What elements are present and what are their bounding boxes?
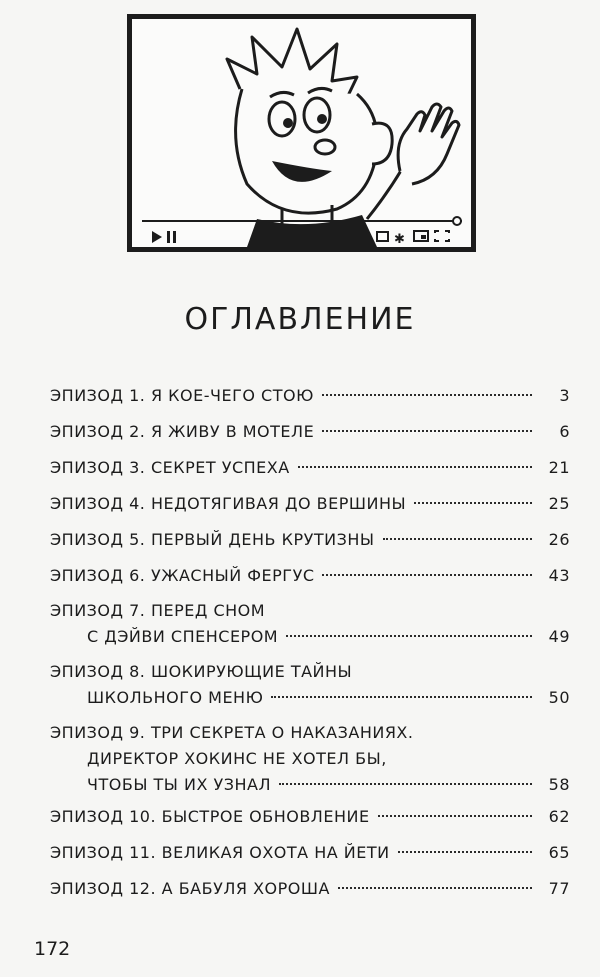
toc-entry-title	[50, 840, 390, 866]
toc-page-number: 58	[548, 775, 570, 794]
dot-leader	[322, 574, 532, 576]
toc-entry-text: ПЕРЕД СНОМ	[150, 601, 266, 620]
toc-entry-label: ЭПИЗОД 5.	[50, 530, 146, 549]
toc-page-number: 62	[548, 807, 570, 826]
fullscreen-icon	[435, 231, 449, 241]
dot-leader	[398, 851, 532, 853]
toc-entry	[50, 527, 570, 553]
toc-entry	[50, 563, 570, 589]
dot-leader	[271, 696, 532, 698]
dot-leader	[414, 502, 532, 504]
video-frame-illustration	[127, 14, 476, 252]
toc-entry-title	[50, 383, 314, 409]
toc-entry-label: ЭПИЗОД 9.	[50, 723, 146, 742]
page-title: ОГЛАВЛЕНИЕ	[184, 302, 416, 337]
toc-entry-text: А БАБУЛЯ ХОРОША	[161, 879, 330, 898]
dot-leader	[378, 815, 532, 817]
toc-entry	[50, 720, 570, 798]
toc-entry-title	[50, 876, 330, 902]
toc-entry-title	[50, 563, 314, 589]
toc-entry-label: ЭПИЗОД 2.	[50, 422, 146, 441]
toc-entry-text: УЖАСНЫЙ ФЕРГУС	[150, 566, 315, 585]
toc-entry-title-continued: ШКОЛЬНОГО МЕНЮ	[87, 688, 264, 707]
toc-page-number: 43	[548, 566, 570, 585]
toc-page-number: 21	[548, 458, 570, 477]
toc-entry	[50, 419, 570, 445]
toc-entry-label: ЭПИЗОД 12.	[50, 879, 157, 898]
toc-entry	[50, 840, 570, 866]
dot-leader	[322, 394, 532, 396]
dot-leader	[338, 887, 532, 889]
toc-entry-label: ЭПИЗОД 8.	[50, 662, 146, 681]
dot-leader	[383, 538, 532, 540]
toc-entry	[50, 659, 570, 711]
toc-page-number: 65	[548, 843, 570, 862]
toc-entry-label: ЭПИЗОД 4.	[50, 494, 146, 513]
toc-entry-text: Я ЖИВУ В МОТЕЛЕ	[150, 422, 315, 441]
dot-leader	[279, 783, 532, 785]
toc-page-number: 3	[559, 386, 570, 405]
toc-entry-label: ЭПИЗОД 3.	[50, 458, 146, 477]
toc-entry-label: ЭПИЗОД 1.	[50, 386, 146, 405]
subtitles-icon	[377, 232, 388, 241]
page-number: 172	[34, 938, 71, 960]
toc-entry-text: Я КОЕ-ЧЕГО СТОЮ	[150, 386, 314, 405]
toc-entry-text: БЫСТРОЕ ОБНОВЛЕНИЕ	[161, 807, 370, 826]
toc-entry-title	[50, 419, 314, 445]
pause-icon	[167, 231, 170, 243]
toc-entry-title	[50, 527, 375, 553]
toc-entry-text: ПЕРВЫЙ ДЕНЬ КРУТИЗНЫ	[150, 530, 375, 549]
toc-page-number: 49	[548, 627, 570, 646]
toc-entry	[50, 455, 570, 481]
toc-entry-label: ЭПИЗОД 11.	[50, 843, 157, 862]
toc-entry	[50, 804, 570, 830]
settings-icon: ✱	[394, 232, 405, 247]
dot-leader	[298, 466, 532, 468]
toc-entry	[50, 876, 570, 902]
toc-page-number: 6	[559, 422, 570, 441]
toc-page-number: 25	[548, 494, 570, 513]
toc-page-number: 50	[548, 688, 570, 707]
toc-page-number: 26	[548, 530, 570, 549]
toc-entry-title	[50, 804, 370, 830]
dot-leader	[322, 430, 532, 432]
toc-entry-label: ЭПИЗОД 7.	[50, 601, 146, 620]
toc-entry-title	[50, 598, 265, 624]
toc-page-number: 77	[548, 879, 570, 898]
toc-entry-text: СЕКРЕТ УСПЕХА	[150, 458, 290, 477]
toc-entry-title	[50, 720, 413, 746]
toc-entry-label: ЭПИЗОД 10.	[50, 807, 157, 826]
dot-leader	[286, 635, 532, 637]
toc-entry-text: НЕДОТЯГИВАЯ ДО ВЕРШИНЫ	[150, 494, 407, 513]
toc-entry-title-continued: ДИРЕКТОР ХОКИНС НЕ ХОТЕЛ БЫ,	[87, 749, 387, 768]
toc-entry-text: ТРИ СЕКРЕТА О НАКАЗАНИЯХ.	[150, 723, 414, 742]
toc-entry-title	[50, 491, 406, 517]
toc-entry-title	[50, 659, 352, 685]
toc-entry-title-continued: ЧТОБЫ ТЫ ИХ УЗНАЛ	[87, 775, 272, 794]
toc-entry-title	[50, 455, 290, 481]
toc-entry-text: ШОКИРУЮЩИЕ ТАЙНЫ	[150, 662, 353, 681]
toc-entry-text: ВЕЛИКАЯ ОХОТА НА ЙЕТИ	[161, 843, 390, 862]
toc-entry	[50, 598, 570, 650]
toc-entry-label: ЭПИЗОД 6.	[50, 566, 146, 585]
toc-entry	[50, 383, 570, 409]
boy-waving-illustration	[132, 19, 471, 247]
toc-entry	[50, 491, 570, 517]
play-icon	[152, 231, 162, 243]
toc-entry-title-continued: С ДЭЙВИ СПЕНСЕРОМ	[87, 627, 279, 646]
